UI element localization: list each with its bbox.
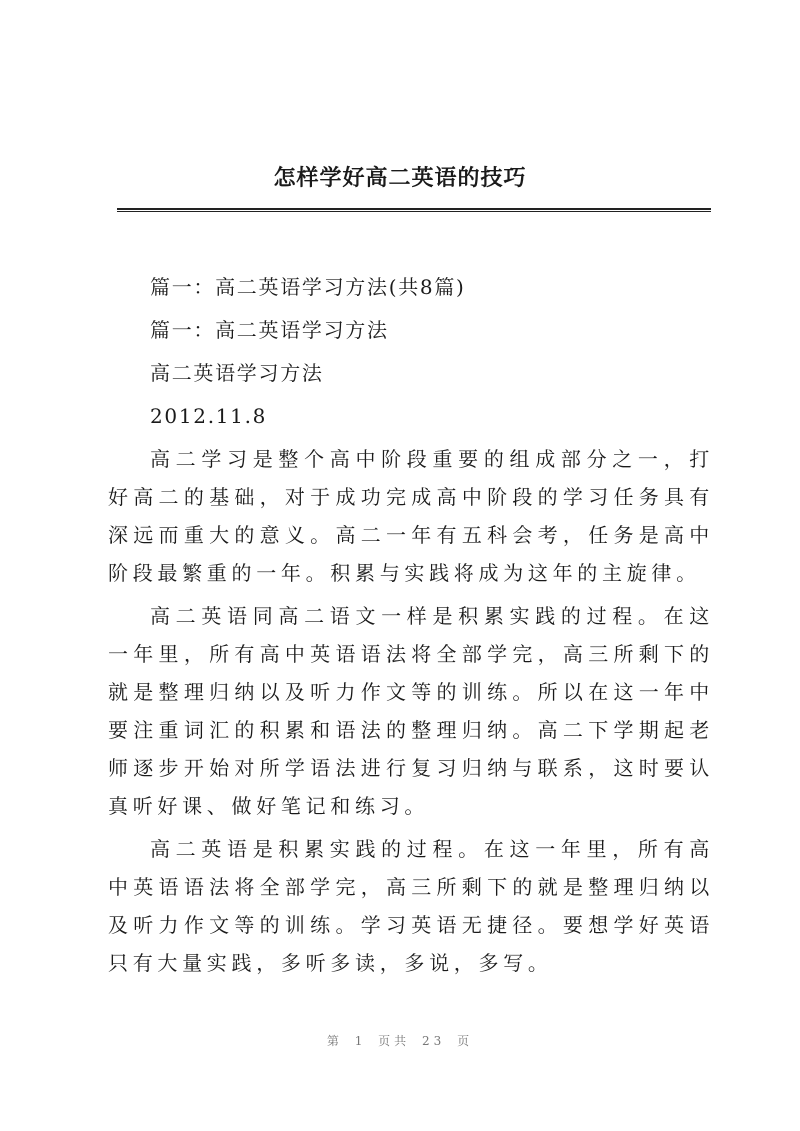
page-footer: 第 1 页共 23 页 <box>326 1034 474 1048</box>
section-heading: 篇一：高二英语学习方法(共8篇) <box>150 275 466 299</box>
document-title: 怎样学好高二英语的技巧 <box>273 165 527 191</box>
subsection-heading: 篇一：高二英语学习方法 <box>150 318 389 342</box>
paragraph: 高二英语同高二语文一样是积累实践的过程。在这一年里，所有高中英语语法将全部学完，高三所剩下的就是整理归纳以及听力作文等的训练。所以在这一年中要注重词汇的积累和语法的整理归纳。高二下学期起老师逐步开始对所学语法进行复习归纳与联系，这时要认真听好课、做好笔记和练习。 <box>108 604 714 818</box>
document-body <box>108 268 714 987</box>
article-date: 2012.11.8 <box>150 404 268 428</box>
title-divider <box>117 208 711 212</box>
article-title: 高二英语学习方法 <box>150 361 324 385</box>
paragraph: 高二英语是积累实践的过程。在这一年里，所有高中英语语法将全部学完，高三所剩下的就是整理归纳以及听力作文等的训练。学习英语无捷径。要想学好英语只有大量实践，多听多读，多说，多写。 <box>108 837 714 975</box>
paragraph: 高二学习是整个高中阶段重要的组成部分之一，打好高二的基础，对于成功完成高中阶段的学习任务具有深远而重大的意义。高二一年有五科会考，任务是高中阶段最繁重的一年。积累与实践将成为这年的主旋律。 <box>108 447 714 585</box>
